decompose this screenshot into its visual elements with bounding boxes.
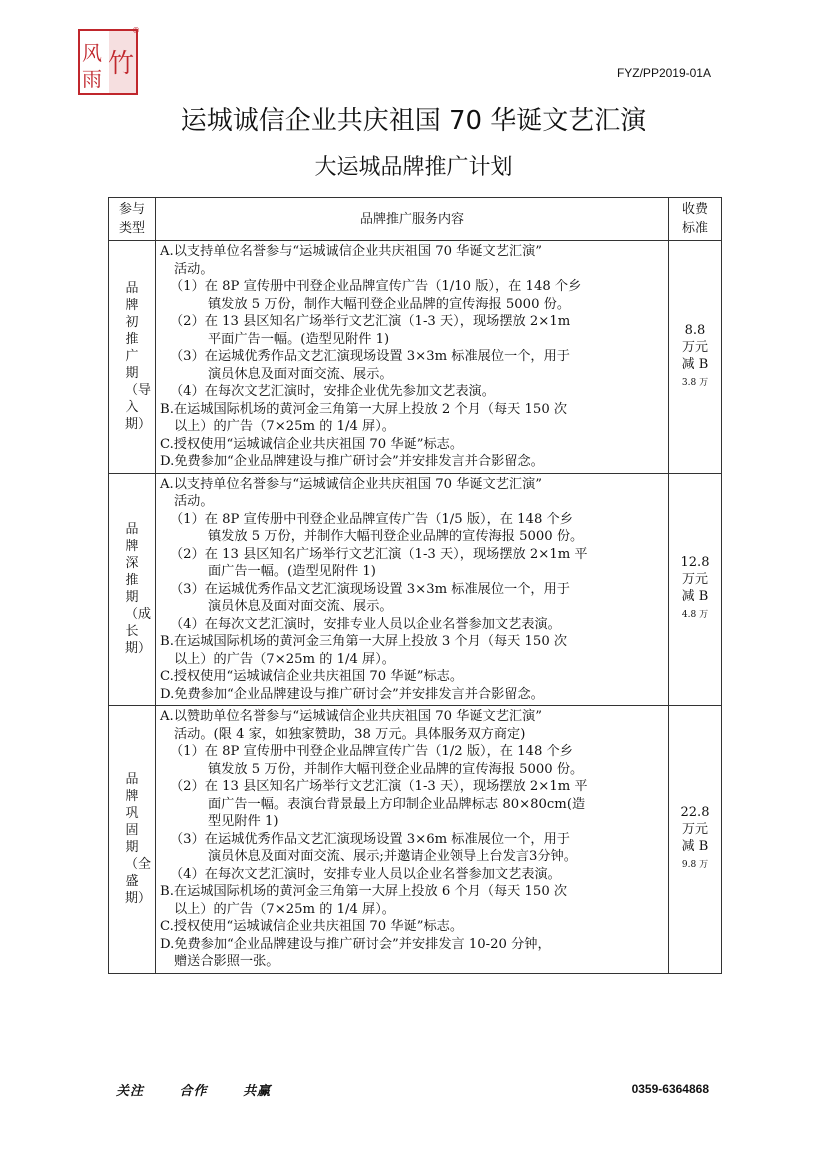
svg-text:竹: 竹 (108, 49, 135, 79)
table-header-row (109, 198, 722, 241)
content-line: 以上）的广告（7×25m 的 1/4 屏）。 (174, 651, 395, 667)
service-content (156, 706, 669, 974)
fee-minus: 减 B (681, 839, 709, 855)
content-line: D.免费参加“企业品牌建设与推广研讨会”并安排发言 10-20 分钟， (160, 936, 551, 952)
content-line: 镇发放 5 万份，并制作大幅刊登企业品牌的宣传海报 5000 份。 (208, 761, 584, 777)
content-line: （1）在 8P 宣传册中刊登企业品牌宣传广告（1/2 版），在 148 个乡 (170, 744, 573, 759)
document-code: FYZ/PP2019-01A (616, 66, 711, 80)
content-line: （4）在每次文艺汇演时，安排企业优先参加文艺表演。 (170, 384, 495, 399)
participation-type: 品牌深推期（成长期） (109, 473, 156, 706)
slogan-2: 合作 (179, 1084, 208, 1099)
content-line: （3）在运城优秀作品文艺汇演现场设置 3×3m 标准展位一个，用于 (170, 581, 570, 597)
content-line: 平面广告一幅。(造型见附件 1) (208, 331, 390, 347)
service-content (156, 473, 669, 706)
content-line: 演员休息及面对面交流、展示;并邀请企业领导上台发言3分钟。 (208, 849, 577, 864)
content-line: 以上）的广告（7×25m 的 1/4 屏）。 (174, 419, 395, 434)
fee-standard (669, 473, 722, 706)
service-content (156, 241, 669, 474)
content-line: 面广告一幅。(造型见附件 1) (208, 564, 376, 579)
content-line: C.授权使用“运城诚信企业共庆祖国 70 华诞”标志。 (160, 919, 464, 934)
content-line: （1）在 8P 宣传册中刊登企业品牌宣传广告（1/10 版），在 148 个乡 (170, 279, 582, 294)
content-line: D.免费参加“企业品牌建设与推广研讨会”并安排发言并合影留念。 (160, 686, 544, 702)
content-line: 活动。 (174, 494, 214, 509)
svg-text:®: ® (132, 26, 140, 35)
table-row (109, 241, 722, 474)
content-line: D.免费参加“企业品牌建设与推广研讨会”并安排发言并合影留念。 (160, 454, 544, 469)
content-line: 活动。 (174, 261, 214, 277)
svg-text:风: 风 (82, 41, 102, 65)
fee-deduct: 3.8 万 (681, 377, 709, 388)
company-logo (78, 24, 140, 96)
content-line: （4）在每次文艺汇演时，安排专业人员以企业名誉参加文艺表演。 (170, 616, 561, 632)
content-line: A.以赞助单位名誉参与“运城诚信企业共庆祖国 70 华诞文艺汇演” (160, 709, 543, 724)
svg-text:雨: 雨 (82, 67, 102, 91)
fee-deduct: 4.8 万 (681, 610, 709, 621)
content-line: C.授权使用“运城诚信企业共庆祖国 70 华诞”标志。 (160, 669, 464, 684)
content-line: （2）在 13 县区知名广场举行文艺汇演（1-3 天），现场摆放 2×1m (170, 314, 571, 329)
fee-deduct: 9.8 万 (681, 860, 709, 871)
fee-minus: 减 B (681, 589, 709, 605)
page-subtitle: 大运城品牌推广计划 (314, 155, 513, 180)
page-title: 运城诚信企业共庆祖国 70 华诞文艺汇演 (180, 106, 647, 136)
fee-unit: 万元 (681, 572, 708, 588)
header-fee: 收费标准 (669, 198, 722, 241)
content-line: C.授权使用“运城诚信企业共庆祖国 70 华诞”标志。 (160, 436, 464, 452)
content-line: （2）在 13 县区知名广场举行文艺汇演（1-3 天），现场摆放 2×1m 平 (170, 546, 588, 562)
participation-type: 品牌巩固期（全盛期） (109, 706, 156, 974)
content-line: （4）在每次文艺汇演时，安排专业人员以企业名誉参加文艺表演。 (170, 866, 561, 882)
content-line: （3）在运城优秀作品文艺汇演现场设置 3×3m 标准展位一个，用于 (170, 349, 570, 364)
footer-phone: 0359-6364868 (631, 1082, 709, 1096)
content-line: 演员休息及面对面交流、展示。 (208, 366, 393, 382)
content-line: A.以支持单位名誉参与“运城诚信企业共庆祖国 70 华诞文艺汇演” (160, 244, 543, 259)
header-content: 品牌推广服务内容 (156, 198, 669, 241)
plan-table (108, 197, 722, 974)
table-row (109, 706, 722, 974)
content-line: 面广告一幅。表演台背景最上方印制企业品牌标志 80×80cm(造 (208, 796, 586, 812)
fee-minus: 减 B (681, 356, 709, 372)
fee-amount: 22.8 (680, 805, 710, 821)
slogan-1: 关注 (116, 1084, 145, 1099)
content-line: （1）在 8P 宣传册中刊登企业品牌宣传广告（1/5 版），在 148 个乡 (170, 511, 573, 527)
fee-unit: 万元 (681, 339, 708, 355)
content-line: 活动。(限 4 家，如独家赞助，38 万元。具体服务双方商定) (174, 726, 526, 742)
content-line: B.在运城国际机场的黄河金三角第一大屏上投放 6 个月（每天 150 次 (160, 884, 568, 899)
content-line: 演员休息及面对面交流、展示。 (208, 599, 393, 614)
participation-type: 品牌初推广期（导入期） (109, 241, 156, 474)
content-line: （3）在运城优秀作品文艺汇演现场设置 3×6m 标准展位一个，用于 (170, 831, 570, 847)
content-line: 以上）的广告（7×25m 的 1/4 屏）。 (174, 901, 395, 917)
content-line: A.以支持单位名誉参与“运城诚信企业共庆祖国 70 华诞文艺汇演” (160, 476, 543, 492)
fee-standard (669, 241, 722, 474)
table-row (109, 473, 722, 706)
content-line: 镇发放 5 万份，并制作大幅刊登企业品牌的宣传海报 5000 份。 (208, 529, 584, 544)
content-line: 型见附件 1) (208, 814, 279, 829)
content-line: （2）在 13 县区知名广场举行文艺汇演（1-3 天），现场摆放 2×1m 平 (170, 779, 588, 794)
fee-standard (669, 706, 722, 974)
content-line: 赠送合影照一张。 (174, 954, 280, 969)
slogan-3: 共赢 (243, 1084, 272, 1099)
fee-unit: 万元 (681, 822, 708, 838)
fee-amount: 12.8 (680, 555, 710, 571)
footer-slogans (116, 1080, 301, 1099)
content-line: B.在运城国际机场的黄河金三角第一大屏上投放 3 个月（每天 150 次 (160, 634, 568, 649)
content-line: B.在运城国际机场的黄河金三角第一大屏上投放 2 个月（每天 150 次 (160, 401, 568, 417)
header-type: 参与类型 (109, 198, 156, 241)
content-line: 镇发放 5 万份，制作大幅刊登企业品牌的宣传海报 5000 份。 (208, 296, 571, 312)
fee-amount: 8.8 (684, 322, 706, 338)
